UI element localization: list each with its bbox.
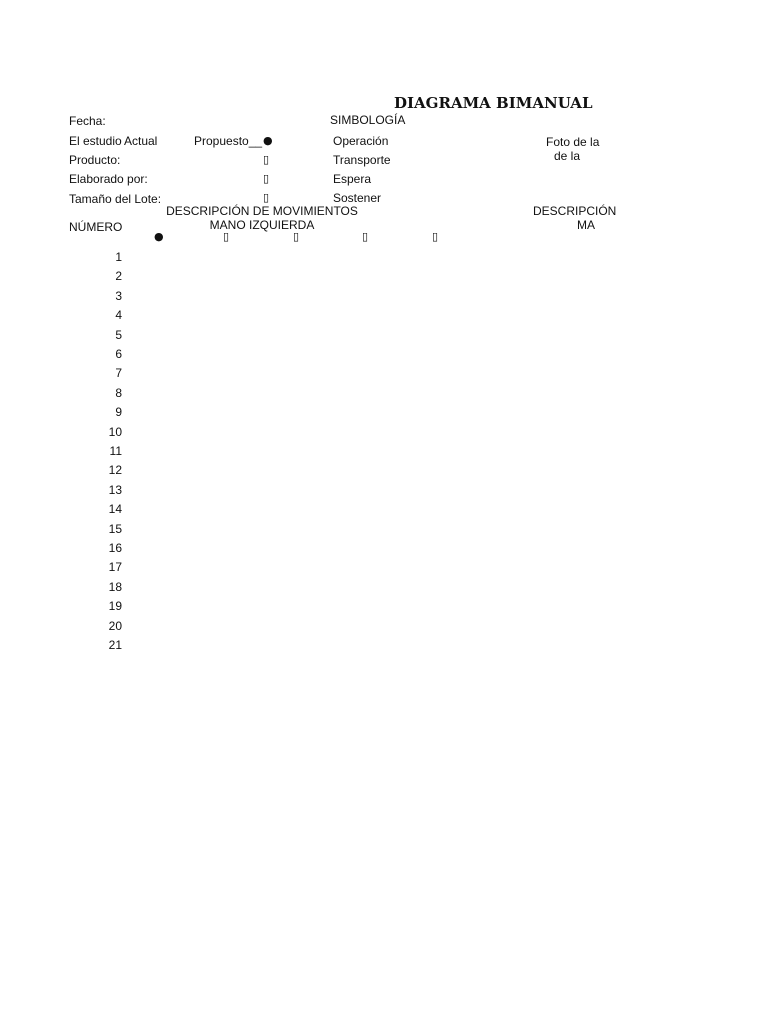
table-row-number: 20 (108, 619, 122, 633)
simbologia-item-sostener: Sostener (333, 191, 382, 205)
operation-symbol-icon: ● (263, 134, 273, 147)
table-row-number: 2 (115, 269, 122, 283)
estudio-label: El estudio (69, 134, 122, 148)
right-desc-header-line1: DESCRIPCIÓN (533, 204, 617, 218)
photo-caption-line2: de la (554, 149, 581, 163)
lote-label: Tamaño del Lote: (69, 192, 162, 206)
table-row-number: 14 (108, 502, 122, 516)
simbologia-item-espera: Espera (333, 172, 372, 186)
col-extra-icon: ▯ (432, 230, 439, 243)
col-operation-icon: ● (154, 230, 164, 243)
col-hold-icon: ▯ (362, 230, 369, 243)
transport-symbol-icon: ▯ (263, 153, 270, 166)
table-row-number: 5 (115, 328, 122, 342)
table-row-number: 1 (115, 250, 122, 264)
propuesto-label: Propuesto__ (194, 134, 263, 148)
fecha-label: Fecha: (69, 114, 106, 128)
wait-symbol-icon: ▯ (263, 172, 270, 185)
simbologia-item-operacion: Operación (333, 134, 389, 148)
page-title: DIAGRAMA BIMANUAL (394, 94, 593, 112)
right-desc-header-line2: MA (577, 218, 595, 232)
numero-header: NÚMERO (69, 220, 123, 234)
col-transport-icon: ▯ (223, 230, 230, 243)
col-wait-icon: ▯ (293, 230, 300, 243)
table-row-number: 13 (108, 483, 122, 497)
table-row-number: 17 (108, 560, 122, 574)
actual-label: Actual (124, 134, 158, 148)
table-row-number: 21 (108, 638, 122, 652)
table-row-number: 3 (115, 289, 122, 303)
table-row-number: 16 (108, 541, 122, 555)
table-row-number: 12 (108, 463, 122, 477)
table-row-number: 9 (115, 405, 122, 419)
photo-caption-line1: Foto de la (546, 135, 600, 149)
left-desc-header-line2: MANO IZQUIERDA (209, 218, 315, 232)
hold-symbol-icon: ▯ (263, 191, 270, 204)
table-row-number: 18 (108, 580, 122, 594)
table-row-number: 11 (109, 444, 122, 458)
producto-label: Producto: (69, 153, 121, 167)
table-row-number: 15 (108, 522, 122, 536)
table-row-number: 19 (108, 599, 122, 613)
table-row-number: 6 (115, 347, 122, 361)
table-row-number: 10 (108, 425, 122, 439)
simbologia-heading: SIMBOLOGÍA (330, 113, 406, 127)
table-row-number: 4 (115, 308, 122, 322)
left-desc-header-line1: DESCRIPCIÓN DE MOVIMIENTOS (166, 204, 358, 218)
simbologia-item-transporte: Transporte (333, 153, 391, 167)
elaborado-label: Elaborado por: (69, 172, 148, 186)
table-row-number: 7 (115, 366, 122, 380)
table-row-number: 8 (115, 386, 122, 400)
